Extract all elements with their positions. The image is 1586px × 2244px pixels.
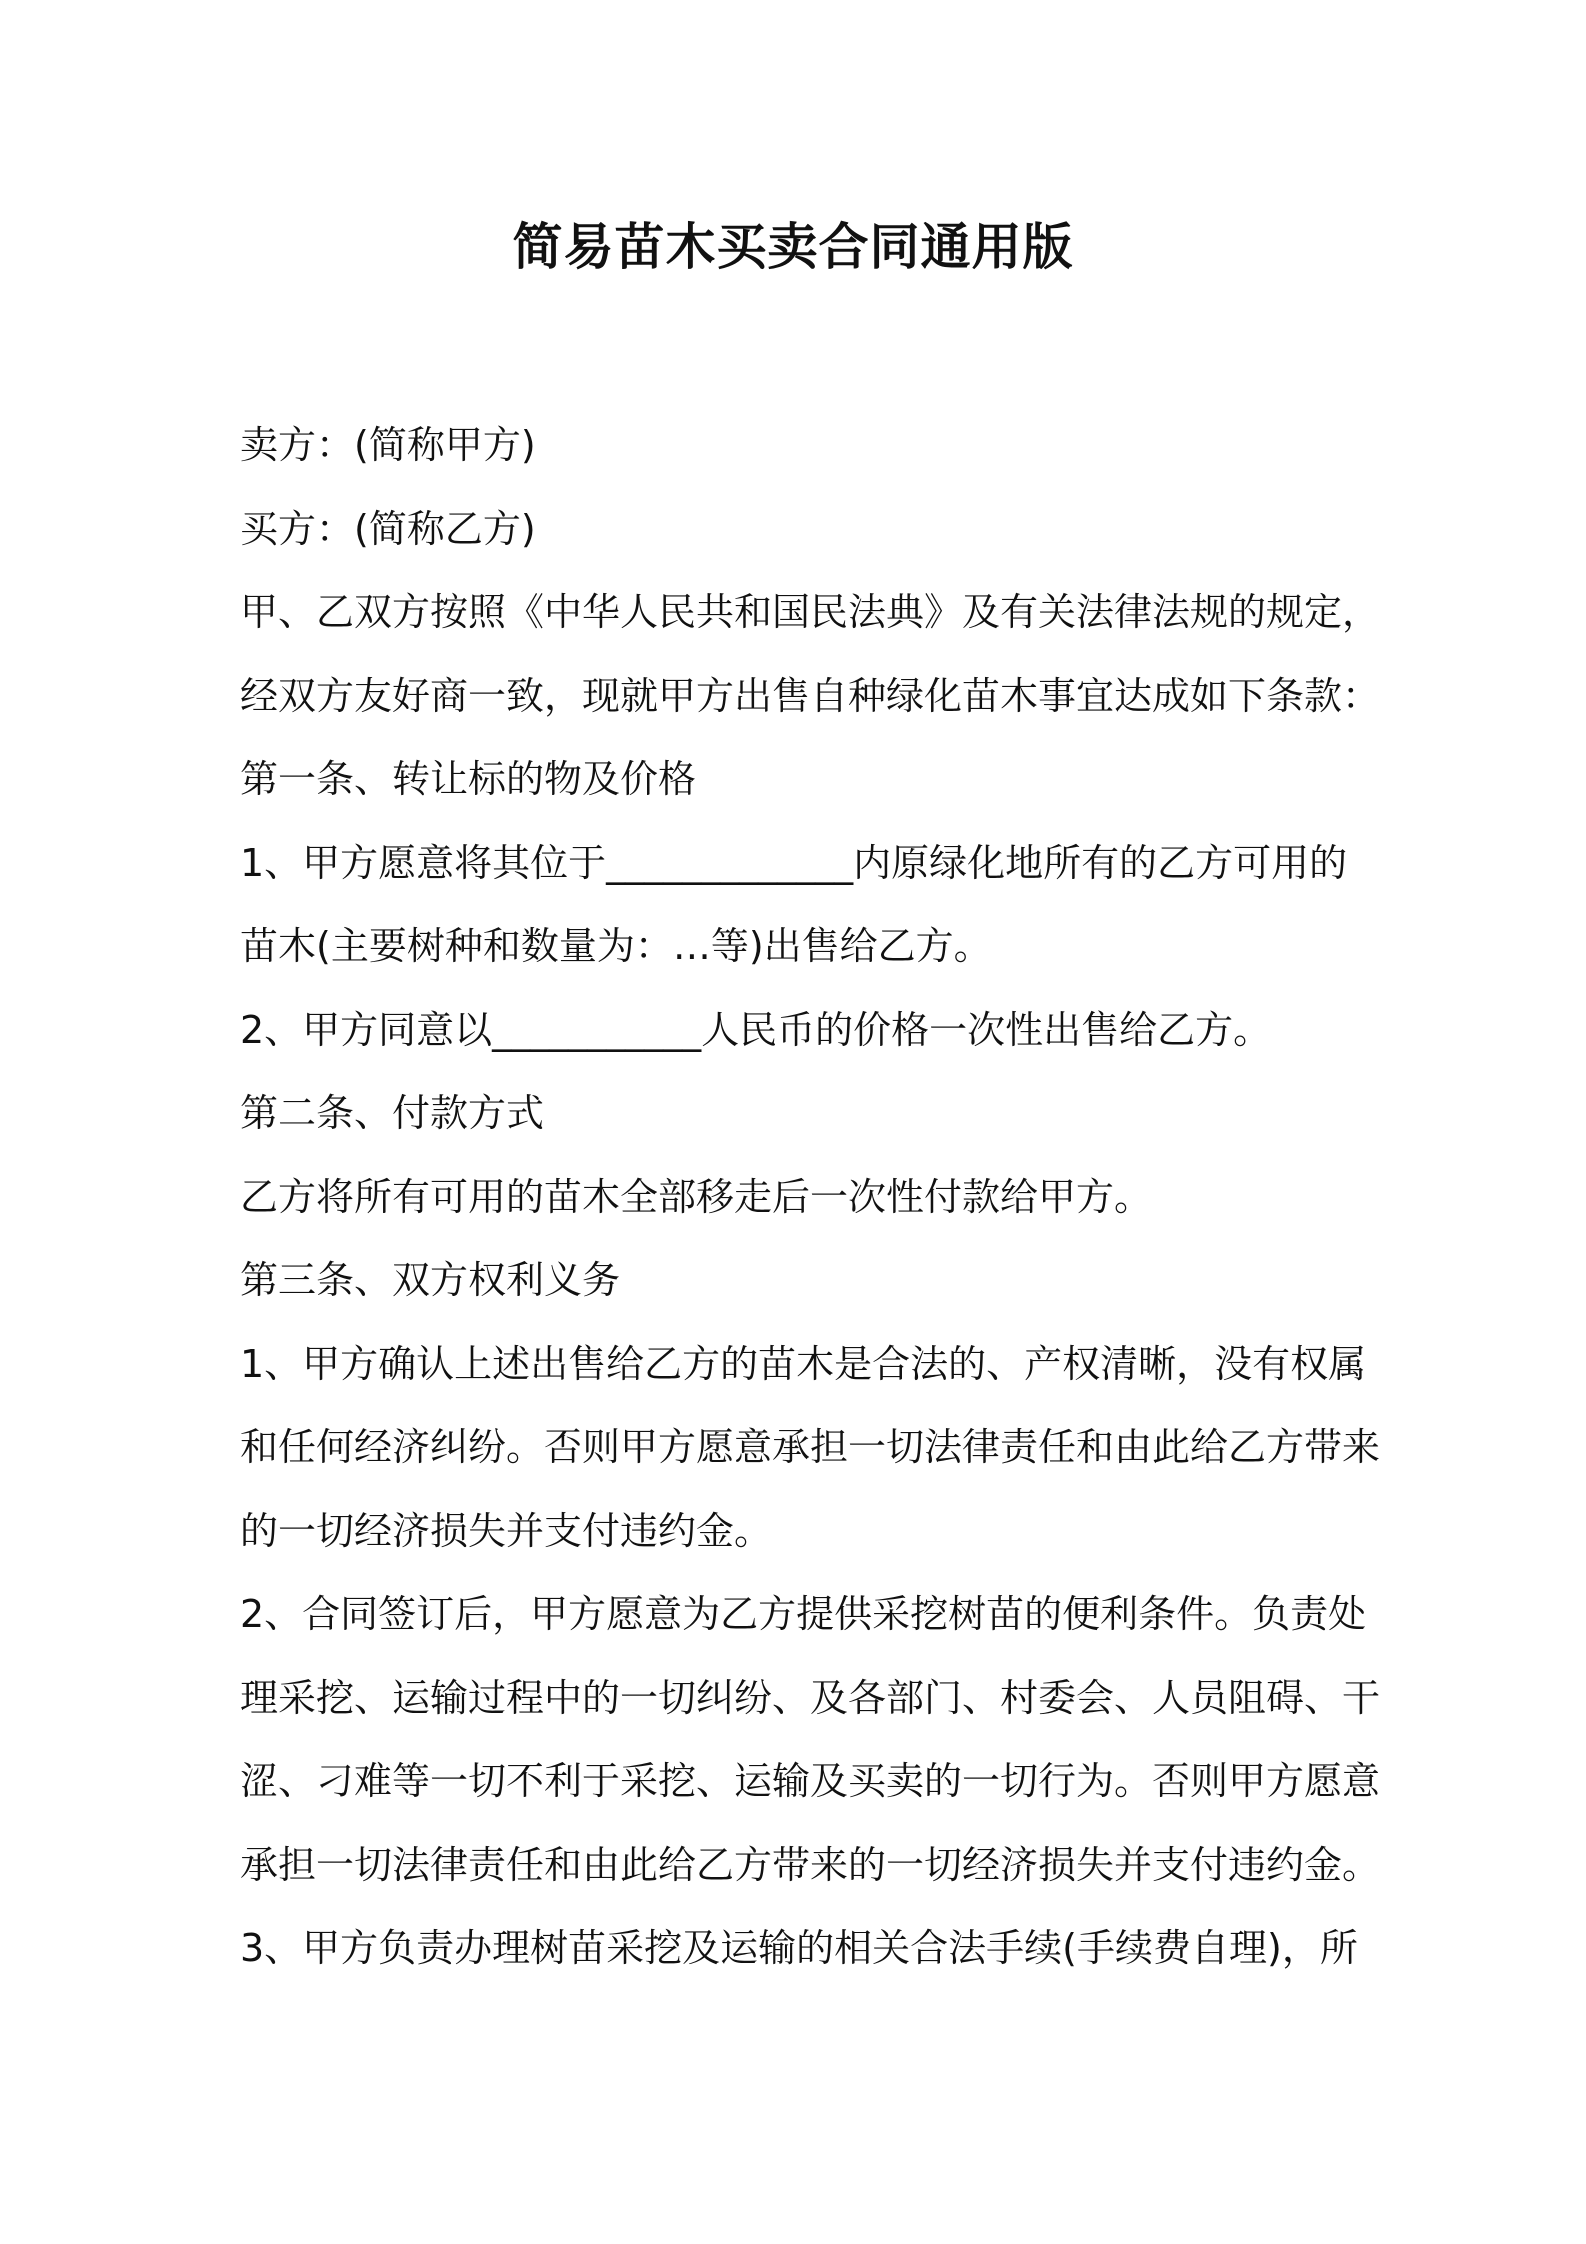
article-1-clause-1-line-2: 苗木(主要树种和数量为：…等)出售给乙方。 [240, 924, 992, 968]
article-2-text: 乙方将所有可用的苗木全部移走后一次性付款给甲方。 [240, 1174, 1153, 1219]
document-body [240, 404, 1381, 1991]
article-3-clause-3-line-1: 3、甲方负责办理树苗采挖及运输的相关合法手续(手续费自理)，所 [240, 1926, 1358, 1970]
document-title: 简易苗木买卖合同通用版 [512, 218, 1074, 276]
article-3-clause-2-line-4: 承担一切法律责任和由此给乙方带来的一切经济损失并支付违约金。 [240, 1842, 1381, 1887]
article-3-clause-2-line-1: 2、合同签订后，甲方愿意为乙方提供采挖树苗的便利条件。负责处 [240, 1592, 1367, 1636]
article-3-clause-1-line-1: 1、甲方确认上述出售给乙方的苗木是合法的、产权清晰，没有权属 [240, 1341, 1367, 1386]
article-3-clause-1-line-3: 的一切经济损失并支付违约金。 [240, 1508, 773, 1553]
article-1-clause-1-line-1: 1、甲方愿意将其位于_____________内原绿化地所有的乙方可用的 [240, 840, 1348, 885]
article-3-clause-2-line-3: 涩、刁难等一切不利于采挖、运输及买卖的一切行为。否则甲方愿意 [240, 1759, 1381, 1803]
buyer-line: 买方：(简称乙方) [240, 506, 536, 551]
article-3-heading: 第三条、双方权利义务 [240, 1258, 621, 1302]
preamble-line-2: 经双方友好商一致，现就甲方出售自种绿化苗木事宜达成如下条款： [240, 673, 1381, 718]
article-3-clause-2-line-2: 理采挖、运输过程中的一切纠纷、及各部门、村委会、人员阻碍、干 [240, 1675, 1381, 1720]
article-1-heading: 第一条、转让标的物及价格 [240, 757, 697, 801]
seller-line: 卖方：(简称甲方) [240, 423, 536, 467]
preamble-line-1: 甲、乙双方按照《中华人民共和国民法典》及有关法律法规的规定， [240, 590, 1381, 634]
article-3-clause-1-line-2: 和任何经济纠纷。否则甲方愿意承担一切法律责任和由此给乙方带来 [240, 1425, 1381, 1469]
article-2-heading: 第二条、付款方式 [240, 1091, 545, 1135]
article-1-clause-2: 2、甲方同意以___________人民币的价格一次性出售给乙方。 [240, 1007, 1272, 1052]
